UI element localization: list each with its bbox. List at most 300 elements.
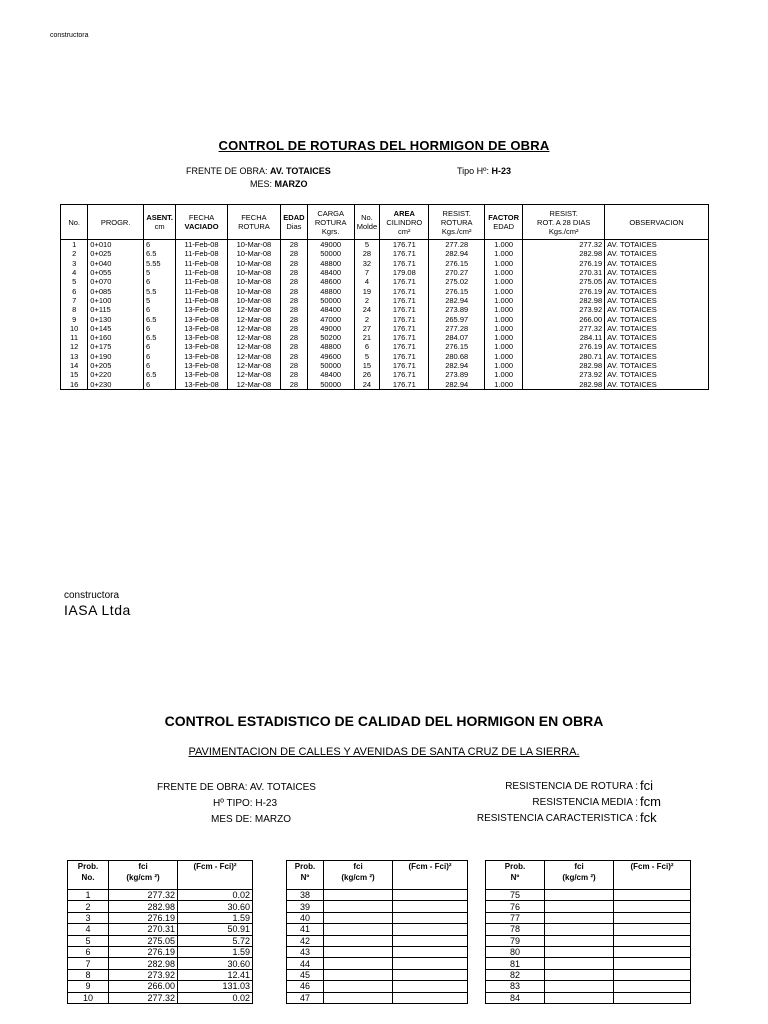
cell-fci: 266.00 xyxy=(109,981,178,992)
cell-no: 7 xyxy=(61,296,88,305)
cell-prob: 39 xyxy=(287,901,324,912)
resistencia-caracteristica xyxy=(477,813,638,824)
cell-fecha-vaciado: 13-Feb-08 xyxy=(176,305,227,314)
cell-prob: 78 xyxy=(486,924,545,935)
table-row xyxy=(61,379,709,389)
table-row xyxy=(68,958,253,969)
cell-observacion: AV. TOTAICES xyxy=(605,296,709,305)
cell-diff xyxy=(614,992,691,1003)
res-carac-symbol: fck xyxy=(640,810,657,825)
cell-fci xyxy=(545,958,614,969)
stats-subtitle: PAVIMENTACION DE CALLES Y AVENIDAS DE SANTA CRUZ DE LA SIERRA. xyxy=(188,746,580,758)
cell-fecha-vaciado: 11-Feb-08 xyxy=(176,259,227,268)
stats-mid-header xyxy=(287,861,468,890)
cell-asent: 5.5 xyxy=(143,286,175,295)
cell-resist: 270.27 xyxy=(429,268,485,277)
cell-no: 12 xyxy=(61,342,88,351)
cell-diff: 131.03 xyxy=(178,981,253,992)
cell-diff: 30.60 xyxy=(178,958,253,969)
cell-diff xyxy=(393,901,468,912)
tipo-value: H-23 xyxy=(491,166,511,176)
cell-molde: 19 xyxy=(354,286,380,295)
company-name: IASA Ltda xyxy=(64,602,131,618)
cell-carga: 48400 xyxy=(307,268,354,277)
table-row xyxy=(61,259,709,268)
cell-factor: 1.000 xyxy=(485,324,523,333)
cell-resist: 273.89 xyxy=(429,305,485,314)
cell-asent: 6 xyxy=(143,240,175,250)
cell-factor: 1.000 xyxy=(485,352,523,361)
cell-diff xyxy=(614,924,691,935)
table-row xyxy=(287,901,468,912)
cell-no: 6 xyxy=(61,286,88,295)
left-col-diff: (Fcm - Fci)² xyxy=(178,861,253,890)
cell-diff xyxy=(393,981,468,992)
cell-asent: 6.5 xyxy=(143,370,175,379)
cell-molde: 26 xyxy=(354,370,380,379)
cell-rot28: 276.19 xyxy=(523,259,605,268)
cell-prob: 44 xyxy=(287,958,324,969)
table-row xyxy=(61,314,709,323)
cell-observacion: AV. TOTAICES xyxy=(605,268,709,277)
table-row xyxy=(61,277,709,286)
frente-de-obra xyxy=(186,166,331,176)
cell-area: 176.71 xyxy=(380,259,429,268)
frente-label: FRENTE DE OBRA: xyxy=(186,166,268,176)
cell-observacion: AV. TOTAICES xyxy=(605,259,709,268)
table-row xyxy=(287,946,468,957)
table-row xyxy=(68,901,253,912)
cell-progr: 0+025 xyxy=(88,249,144,258)
left-col-fci: fci (kg/cm ²) xyxy=(109,861,178,890)
cell-molde: 21 xyxy=(354,333,380,342)
cell-prob: 8 xyxy=(68,969,109,980)
cell-resist: 284.07 xyxy=(429,333,485,342)
mes-value: MARZO xyxy=(274,179,308,189)
cell-rot28: 280.71 xyxy=(523,352,605,361)
stats-table-left xyxy=(67,860,253,1004)
cell-fci: 277.32 xyxy=(109,992,178,1003)
cell-prob: 4 xyxy=(68,924,109,935)
cell-no: 5 xyxy=(61,277,88,286)
cell-fecha-rotura: 12-Mar-08 xyxy=(227,324,281,333)
cell-fecha-rotura: 12-Mar-08 xyxy=(227,361,281,370)
table-row xyxy=(287,958,468,969)
cell-area: 176.71 xyxy=(380,324,429,333)
cell-prob: 82 xyxy=(486,969,545,980)
cell-diff: 5.72 xyxy=(178,935,253,946)
cell-diff xyxy=(614,890,691,901)
cell-area: 176.71 xyxy=(380,277,429,286)
cell-diff xyxy=(393,969,468,980)
cell-progr: 0+100 xyxy=(88,296,144,305)
cell-carga: 49600 xyxy=(307,352,354,361)
cell-molde: 2 xyxy=(354,314,380,323)
table-row xyxy=(287,981,468,992)
frente-label-2: FRENTE DE OBRA: xyxy=(157,782,248,793)
cell-asent: 6.5 xyxy=(143,333,175,342)
cell-fci xyxy=(324,981,393,992)
cell-fecha-vaciado: 11-Feb-08 xyxy=(176,240,227,250)
cell-fci xyxy=(324,901,393,912)
cell-fecha-vaciado: 13-Feb-08 xyxy=(176,324,227,333)
company-label: constructora xyxy=(64,590,120,601)
cell-prob: 76 xyxy=(486,901,545,912)
table-row xyxy=(486,901,691,912)
cell-molde: 5 xyxy=(354,352,380,361)
cell-edad: 28 xyxy=(281,259,307,268)
cell-resist: 277.28 xyxy=(429,240,485,250)
cell-factor: 1.000 xyxy=(485,259,523,268)
cell-prob: 41 xyxy=(287,924,324,935)
cell-no: 3 xyxy=(61,259,88,268)
cell-diff: 30.60 xyxy=(178,901,253,912)
cell-fecha-vaciado: 13-Feb-08 xyxy=(176,361,227,370)
cell-observacion: AV. TOTAICES xyxy=(605,305,709,314)
cell-molde: 24 xyxy=(354,379,380,389)
cell-progr: 0+115 xyxy=(88,305,144,314)
table-row xyxy=(486,992,691,1003)
resistencia-media xyxy=(532,797,638,808)
col-factor: FACTOR EDAD xyxy=(485,205,523,240)
cell-prob: 84 xyxy=(486,992,545,1003)
table-row xyxy=(61,268,709,277)
cell-rot28: 270.31 xyxy=(523,268,605,277)
cell-prob: 77 xyxy=(486,912,545,923)
cell-progr: 0+205 xyxy=(88,361,144,370)
frente-de-obra-2 xyxy=(157,782,316,793)
cell-resist: 275.02 xyxy=(429,277,485,286)
cell-fecha-rotura: 12-Mar-08 xyxy=(227,314,281,323)
table-row xyxy=(486,912,691,923)
cell-prob: 81 xyxy=(486,958,545,969)
resistencia-rotura xyxy=(505,781,638,792)
cell-carga: 48600 xyxy=(307,277,354,286)
cell-fecha-rotura: 12-Mar-08 xyxy=(227,333,281,342)
cell-no: 11 xyxy=(61,333,88,342)
cell-fci xyxy=(545,946,614,957)
cell-rot28: 282.98 xyxy=(523,296,605,305)
cell-fecha-vaciado: 11-Feb-08 xyxy=(176,268,227,277)
right-col-prob: Prob. Nº xyxy=(486,861,545,890)
frente-value-2: AV. TOTAICES xyxy=(249,782,316,793)
table-row xyxy=(68,912,253,923)
table-row xyxy=(61,324,709,333)
cell-resist: 282.94 xyxy=(429,296,485,305)
cell-diff xyxy=(393,946,468,957)
cell-diff: 50.91 xyxy=(178,924,253,935)
cell-asent: 6 xyxy=(143,324,175,333)
cell-area: 176.71 xyxy=(380,333,429,342)
cell-carga: 48800 xyxy=(307,286,354,295)
cell-fci: 276.19 xyxy=(109,946,178,957)
cell-factor: 1.000 xyxy=(485,249,523,258)
mes-label: MES: xyxy=(250,179,273,189)
table-row xyxy=(486,946,691,957)
cell-diff xyxy=(614,912,691,923)
cell-fci xyxy=(545,969,614,980)
cell-edad: 28 xyxy=(281,286,307,295)
cell-progr: 0+055 xyxy=(88,268,144,277)
cell-fecha-vaciado: 11-Feb-08 xyxy=(176,286,227,295)
cell-fci: 282.98 xyxy=(109,901,178,912)
cell-prob: 1 xyxy=(68,890,109,901)
cell-area: 176.71 xyxy=(380,305,429,314)
cell-edad: 28 xyxy=(281,277,307,286)
cell-observacion: AV. TOTAICES xyxy=(605,240,709,250)
col-fecha-rotura: FECHA ROTURA xyxy=(227,205,281,240)
cell-asent: 5.55 xyxy=(143,259,175,268)
roturas-table xyxy=(60,204,709,390)
cell-diff: 0.02 xyxy=(178,890,253,901)
cell-factor: 1.000 xyxy=(485,361,523,370)
cell-diff xyxy=(614,958,691,969)
cell-diff xyxy=(614,946,691,957)
table-row xyxy=(61,240,709,250)
res-media-label: RESISTENCIA MEDIA : xyxy=(532,797,638,808)
res-media-symbol: fcm xyxy=(640,794,661,809)
stats-right-header xyxy=(486,861,691,890)
cell-no: 16 xyxy=(61,379,88,389)
table-row xyxy=(287,992,468,1003)
table-row xyxy=(486,981,691,992)
cell-prob: 6 xyxy=(68,946,109,957)
cell-fecha-rotura: 12-Mar-08 xyxy=(227,379,281,389)
mid-col-prob: Prob. Nº xyxy=(287,861,324,890)
frente-value: AV. TOTAICES xyxy=(270,166,331,176)
cell-observacion: AV. TOTAICES xyxy=(605,370,709,379)
cell-diff xyxy=(393,890,468,901)
cell-edad: 28 xyxy=(281,324,307,333)
cell-fecha-vaciado: 13-Feb-08 xyxy=(176,352,227,361)
table-row xyxy=(287,912,468,923)
table-row xyxy=(61,342,709,351)
table-row xyxy=(287,935,468,946)
col-progr: PROGR. xyxy=(88,205,144,240)
cell-observacion: AV. TOTAICES xyxy=(605,249,709,258)
cell-fci xyxy=(545,912,614,923)
table-row xyxy=(61,333,709,342)
cell-rot28: 282.98 xyxy=(523,249,605,258)
cell-factor: 1.000 xyxy=(485,342,523,351)
cell-carga: 48400 xyxy=(307,305,354,314)
cell-carga: 50000 xyxy=(307,379,354,389)
mes-2 xyxy=(211,814,291,825)
cell-resist: 282.94 xyxy=(429,361,485,370)
tipo-label: Tipo Hº: xyxy=(457,166,489,176)
cell-rot28: 282.98 xyxy=(523,361,605,370)
table-row xyxy=(486,958,691,969)
cell-prob: 43 xyxy=(287,946,324,957)
cell-carga: 48800 xyxy=(307,259,354,268)
left-col-prob: Prob. No. xyxy=(68,861,109,890)
stats-left-body xyxy=(68,890,253,1004)
cell-resist: 265.97 xyxy=(429,314,485,323)
cell-fci xyxy=(324,969,393,980)
cell-area: 176.71 xyxy=(380,314,429,323)
cell-fci xyxy=(545,890,614,901)
col-carga: CARGA ROTURA Kgrs. xyxy=(307,205,354,240)
cell-asent: 6 xyxy=(143,305,175,314)
col-asent: ASENT. cm xyxy=(143,205,175,240)
stats-table-mid xyxy=(286,860,468,1004)
cell-progr: 0+070 xyxy=(88,277,144,286)
stats-mid-body xyxy=(287,890,468,1004)
table-row xyxy=(287,924,468,935)
cell-area: 176.71 xyxy=(380,342,429,351)
cell-resist: 277.28 xyxy=(429,324,485,333)
cell-edad: 28 xyxy=(281,370,307,379)
table-row xyxy=(287,890,468,901)
cell-fecha-rotura: 10-Mar-08 xyxy=(227,286,281,295)
page-title: CONTROL DE ROTURAS DEL HORMIGON DE OBRA xyxy=(218,138,550,153)
table-row xyxy=(68,946,253,957)
cell-carga: 50000 xyxy=(307,361,354,370)
cell-prob: 45 xyxy=(287,969,324,980)
mid-col-diff: (Fcm - Fci)² xyxy=(393,861,468,890)
mid-col-fci: fci (kg/cm ²) xyxy=(324,861,393,890)
cell-progr: 0+085 xyxy=(88,286,144,295)
cell-observacion: AV. TOTAICES xyxy=(605,352,709,361)
cell-edad: 28 xyxy=(281,268,307,277)
cell-progr: 0+130 xyxy=(88,314,144,323)
cell-asent: 6 xyxy=(143,342,175,351)
cell-resist: 276.15 xyxy=(429,342,485,351)
cell-fecha-vaciado: 11-Feb-08 xyxy=(176,296,227,305)
cell-edad: 28 xyxy=(281,342,307,351)
cell-area: 176.71 xyxy=(380,296,429,305)
cell-carga: 48800 xyxy=(307,342,354,351)
col-observacion: OBSERVACION xyxy=(605,205,709,240)
cell-rot28: 282.98 xyxy=(523,379,605,389)
cell-no: 14 xyxy=(61,361,88,370)
cell-diff xyxy=(614,969,691,980)
cell-prob: 79 xyxy=(486,935,545,946)
cell-fecha-vaciado: 11-Feb-08 xyxy=(176,277,227,286)
cell-fci xyxy=(324,890,393,901)
table-row xyxy=(68,981,253,992)
cell-diff xyxy=(614,901,691,912)
corner-label: constructora xyxy=(50,32,89,39)
cell-prob: 38 xyxy=(287,890,324,901)
table-row xyxy=(61,296,709,305)
cell-fci xyxy=(324,992,393,1003)
table-row xyxy=(61,305,709,314)
cell-fecha-rotura: 10-Mar-08 xyxy=(227,277,281,286)
cell-prob: 80 xyxy=(486,946,545,957)
cell-fecha-vaciado: 13-Feb-08 xyxy=(176,370,227,379)
cell-asent: 5 xyxy=(143,268,175,277)
table-row xyxy=(486,935,691,946)
cell-prob: 7 xyxy=(68,958,109,969)
tipo-value-2: H-23 xyxy=(255,798,278,809)
table-row xyxy=(68,890,253,901)
cell-rot28: 273.92 xyxy=(523,370,605,379)
cell-prob: 46 xyxy=(287,981,324,992)
cell-diff xyxy=(393,912,468,923)
cell-carga: 49000 xyxy=(307,240,354,250)
cell-fci xyxy=(324,912,393,923)
table-row xyxy=(68,969,253,980)
cell-no: 15 xyxy=(61,370,88,379)
cell-observacion: AV. TOTAICES xyxy=(605,277,709,286)
cell-fecha-rotura: 12-Mar-08 xyxy=(227,370,281,379)
cell-progr: 0+190 xyxy=(88,352,144,361)
cell-no: 8 xyxy=(61,305,88,314)
cell-carga: 49000 xyxy=(307,324,354,333)
cell-rot28: 284.11 xyxy=(523,333,605,342)
cell-diff xyxy=(393,924,468,935)
cell-fecha-rotura: 10-Mar-08 xyxy=(227,249,281,258)
cell-area: 176.71 xyxy=(380,286,429,295)
cell-diff: 1.59 xyxy=(178,946,253,957)
cell-fecha-rotura: 12-Mar-08 xyxy=(227,352,281,361)
col-fecha-vaciado: FECHA VACIADO xyxy=(176,205,227,240)
col-molde: No. Molde xyxy=(354,205,380,240)
cell-edad: 28 xyxy=(281,249,307,258)
cell-asent: 6.5 xyxy=(143,249,175,258)
cell-area: 179.08 xyxy=(380,268,429,277)
col-resist: RESIST. ROTURA Kgs./cm² xyxy=(429,205,485,240)
cell-observacion: AV. TOTAICES xyxy=(605,379,709,389)
cell-resist: 273.89 xyxy=(429,370,485,379)
mes-value-2: MARZO xyxy=(254,814,292,825)
cell-diff xyxy=(614,935,691,946)
cell-edad: 28 xyxy=(281,379,307,389)
cell-prob: 3 xyxy=(68,912,109,923)
cell-prob: 9 xyxy=(68,981,109,992)
cell-prob: 2 xyxy=(68,901,109,912)
cell-asent: 6.5 xyxy=(143,314,175,323)
cell-edad: 28 xyxy=(281,314,307,323)
cell-area: 176.71 xyxy=(380,249,429,258)
right-col-diff: (Fcm - Fci)² xyxy=(614,861,691,890)
cell-asent: 5 xyxy=(143,296,175,305)
cell-observacion: AV. TOTAICES xyxy=(605,324,709,333)
cell-observacion: AV. TOTAICES xyxy=(605,342,709,351)
cell-no: 1 xyxy=(61,240,88,250)
cell-molde: 28 xyxy=(354,249,380,258)
cell-asent: 6 xyxy=(143,277,175,286)
stats-table-right xyxy=(485,860,691,1004)
table-row xyxy=(61,286,709,295)
cell-diff xyxy=(393,992,468,1003)
cell-fci xyxy=(545,924,614,935)
res-rotura-label: RESISTENCIA DE ROTURA : xyxy=(505,781,638,792)
cell-observacion: AV. TOTAICES xyxy=(605,286,709,295)
cell-asent: 6 xyxy=(143,379,175,389)
cell-factor: 1.000 xyxy=(485,314,523,323)
cell-edad: 28 xyxy=(281,240,307,250)
cell-fci xyxy=(545,992,614,1003)
cell-factor: 1.000 xyxy=(485,305,523,314)
cell-molde: 6 xyxy=(354,342,380,351)
cell-no: 4 xyxy=(61,268,88,277)
cell-rot28: 277.32 xyxy=(523,240,605,250)
cell-molde: 24 xyxy=(354,305,380,314)
cell-observacion: AV. TOTAICES xyxy=(605,314,709,323)
roturas-header-row xyxy=(61,205,709,240)
cell-molde: 27 xyxy=(354,324,380,333)
cell-asent: 6 xyxy=(143,361,175,370)
tipo-hormigon-2 xyxy=(213,798,277,809)
cell-fci xyxy=(545,981,614,992)
cell-progr: 0+175 xyxy=(88,342,144,351)
cell-fci: 282.98 xyxy=(109,958,178,969)
cell-area: 176.71 xyxy=(380,352,429,361)
cell-molde: 7 xyxy=(354,268,380,277)
cell-fecha-rotura: 12-Mar-08 xyxy=(227,342,281,351)
